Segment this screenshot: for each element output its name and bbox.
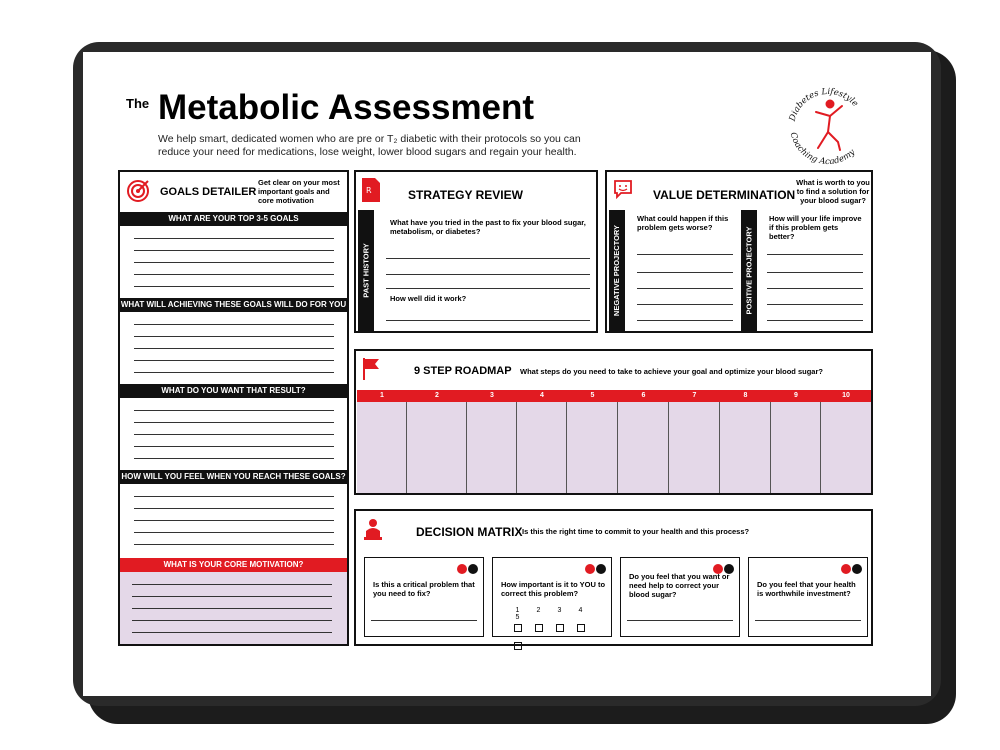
value-title: VALUE DETERMINATION [653,188,796,202]
past-history-label: PAST HISTORY [358,210,374,331]
value-note: What is worth to you to find a solution for your blood sugar? [796,178,870,205]
decision-card-1-text: Is this a critical problem that you need to fix? [373,580,475,598]
page-title: Metabolic Assessment [158,88,535,127]
rating-checkbox-1[interactable] [514,624,522,632]
negative-projectory-label: NEGATIVE PROJECTORY [609,210,625,331]
chat-smile-icon [613,179,633,199]
decision-card-1 [364,557,484,637]
positive-projectory-label: POSITIVE PROJECTORY [741,210,757,331]
goals-section-header-5: WHAT IS YOUR CORE MOTIVATION? [120,558,347,572]
rating-checkbox-2[interactable] [535,624,543,632]
logo-bottom-text: Coaching Academy [787,131,858,168]
goals-detailer-panel [118,170,349,646]
step-cell-8 [720,402,771,493]
decision-question: Is this the right time to commit to your health and this process? [522,527,750,536]
red-black-dots [840,561,862,579]
roadmap-title: 9 STEP ROADMAP [414,365,512,377]
rating-checkbox-5[interactable] [514,642,522,650]
step-header-10: 10 [821,390,871,402]
logo-top-text: Diabetes Lifestyle [787,86,860,123]
title-prefix: The [126,96,150,111]
step-header-6: 6 [618,390,669,402]
step-cell-5 [567,402,618,493]
strategy-title: STRATEGY REVIEW [408,188,523,202]
step-cell-10 [821,402,871,493]
step-header-1: 1 [357,390,407,402]
decision-card-3 [620,557,740,637]
step-header-3: 3 [467,390,517,402]
goals-section-header-3: WHAT DO YOU WANT THAT RESULT? [120,384,347,398]
decision-card-2 [492,557,612,637]
decision-card-4 [748,557,868,637]
decision-card-2-text: How important is it to YOU to correct this problem? [501,580,606,598]
step-cell-9 [771,402,821,493]
judge-gavel-icon [364,517,382,541]
rating-checkbox-3[interactable] [556,624,564,632]
core-motivation-area [120,572,347,644]
step-header-5: 5 [567,390,618,402]
decision-matrix-panel [354,509,873,646]
strategy-review-panel [354,170,598,333]
negative-question: What could happen if this problem gets worse? [637,214,729,232]
step-header-4: 4 [517,390,567,402]
rating-checkbox-4[interactable] [577,624,585,632]
step-cell-2 [407,402,467,493]
goals-section-header-1: WHAT ARE YOUR TOP 3-5 GOALS [120,212,347,226]
rating-scale: 1 2 3 45 [515,607,583,621]
runner-figure-icon [816,101,842,151]
step-cell-6 [618,402,669,493]
prescription-icon [362,178,380,202]
rating-checkboxes [507,619,611,655]
red-black-dots [456,561,478,579]
page-subtitle: We help smart, dedicated women who are pre or T₂ diabetic with their protocols so you can reduce your need for medications, lose weight, lower blood sugars and regain your health. [158,133,581,158]
value-determination-panel [605,170,873,333]
strategy-question-2: How well did it work? [390,294,467,303]
roadmap-panel [354,349,873,495]
goals-section-header-2: WHAT WILL ACHIEVING THESE GOALS WILL DO FOR YOU [120,298,347,312]
decision-card-4-text: Do you feel that your health is worthwhile investment? [757,580,856,598]
decision-card-3-text: Do you feel that you want or need help to correct your blood sugar? [629,572,730,599]
goals-section-header-4: HOW WILL YOU FEEL WHEN YOU REACH THESE GOALS? [120,470,347,484]
step-header-8: 8 [720,390,771,402]
step-cell-4 [517,402,567,493]
goals-title: GOALS DETAILER [160,186,257,198]
target-icon [126,179,150,203]
goals-note: Get clear on your most important goals and core motivation [258,178,340,205]
flag-icon [362,357,380,381]
positive-question: How will your life improve if this problem gets better? [769,214,862,241]
svg-text:R: R [366,186,372,195]
academy-logo [780,76,876,172]
step-header-9: 9 [771,390,821,402]
strategy-question-1: What have you tried in the past to fix your blood sugar, metabolism, or diabetes? [390,218,586,236]
step-cell-7 [669,402,720,493]
step-header-2: 2 [407,390,467,402]
roadmap-question: What steps do you need to take to achieve your goal and optimize your blood sugar? [520,367,823,376]
red-black-dots [584,561,606,579]
step-cell-1 [357,402,407,493]
step-header-7: 7 [669,390,720,402]
step-cell-3 [467,402,517,493]
decision-title: DECISION MATRIX [416,525,523,539]
